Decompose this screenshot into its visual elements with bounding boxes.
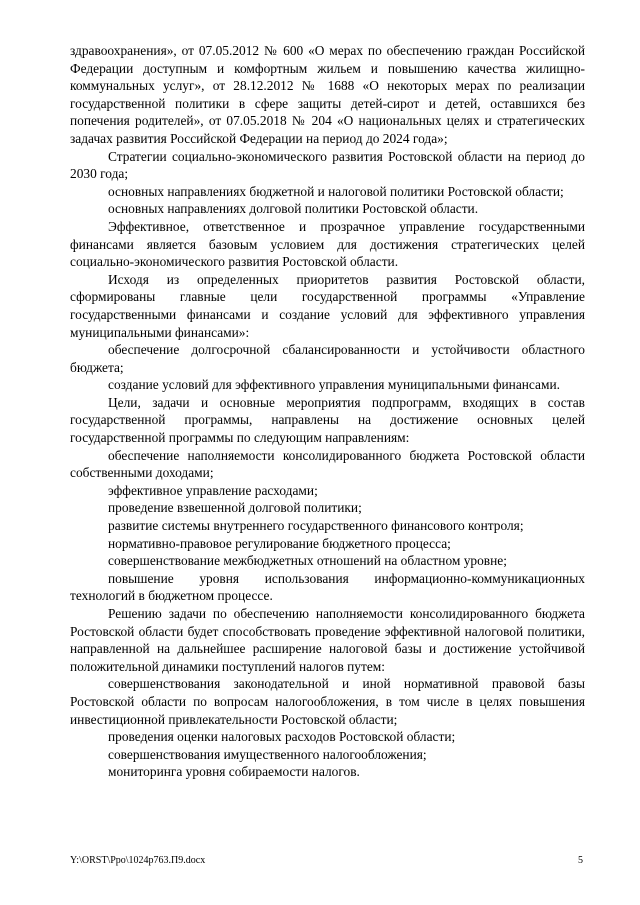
paragraph: совершенствования имущественного налогообложения; [108,746,427,762]
paragraph: совершенствования законодательной и иной нормативной правовой базы Ростовской области по вопросам налогообложения, в том числе в целях повышения инвестиционной привлекательности Ростовской области; [70,676,585,727]
paragraph: Цели, задачи и основные мероприятия подпрограмм, входящих в состав государственной программы, направлены на достижение основных целей государственной программы по следующим направлениям: [70,394,585,446]
paragraph: проведения оценки налоговых расходов Ростовской области; [108,729,456,745]
paragraph: обеспечение долгосрочной сбалансированности и устойчивости областного бюджета; [70,342,585,375]
paragraph: здравоохранения», от 07.05.2012 № 600 «О мерах по обеспечению граждан Российской Федерации доступным и комфортным жильем и повышению качества жилищно-коммунальных услуг», от 28.12.2012 № 1688 «О некоторых мерах по реализации государственной политики в сфере защиты детей-сирот и детей, оставшихся без попечения родителей», от 07.05.2018 № 204 «О национальных целях и стратегических задачах развития Российской Федерации на период до 2024 года»; [70,43,585,146]
paragraph: нормативно-правовое регулирование бюджетного процесса; [108,535,451,551]
paragraph: Стратегии социально-экономического развития Ростовской области на период до 2030 года; [70,148,585,182]
paragraph: Эффективное, ответственное и прозрачное управление государственными финансами является базовым условием для достижения стратегических целей социально-экономического развития Ростовской области. [70,218,585,270]
paragraph: Решению задачи по обеспечению наполняемости консолидированного бюджета Ростовской области будет способствовать проведение эффективной налоговой политики, направленной на дальнейшее расширение налоговой базы и достижение устойчивой положительной динамики поступлений налогов путем: [70,606,585,674]
paragraph: создание условий для эффективного управления муниципальными финансами. [108,377,560,393]
page-number: 5 [578,855,583,866]
footer-file-path: Y:\ORST\Ppo\1024p763.П9.docx [70,855,206,866]
document-body [70,42,585,781]
paragraph: проведение взвешенной долговой политики; [108,500,362,516]
paragraph: совершенствование межбюджетных отношений на областном уровне; [108,553,507,569]
paragraph: Исходя из определенных приоритетов развития Ростовской области, сформированы главные цели государственной программы «Управление государственными финансами и создание условий для эффективного управления муниципальными финансами»: [70,271,585,340]
paragraph: основных направлениях бюджетной и налоговой политики Ростовской области; [108,183,564,199]
paragraph: основных направлениях долговой политики Ростовской области. [108,201,479,217]
paragraph: мониторинга уровня собираемости налогов. [108,764,360,780]
paragraph: развитие системы внутреннего государственного финансового контроля; [108,518,524,534]
paragraph: повышение уровня использования информационно-коммуникационных технологий в бюджетном процессе. [70,570,585,604]
paragraph: обеспечение наполняемости консолидированного бюджета Ростовской области собственными доходами; [70,447,585,481]
paragraph: эффективное управление расходами; [108,482,318,498]
